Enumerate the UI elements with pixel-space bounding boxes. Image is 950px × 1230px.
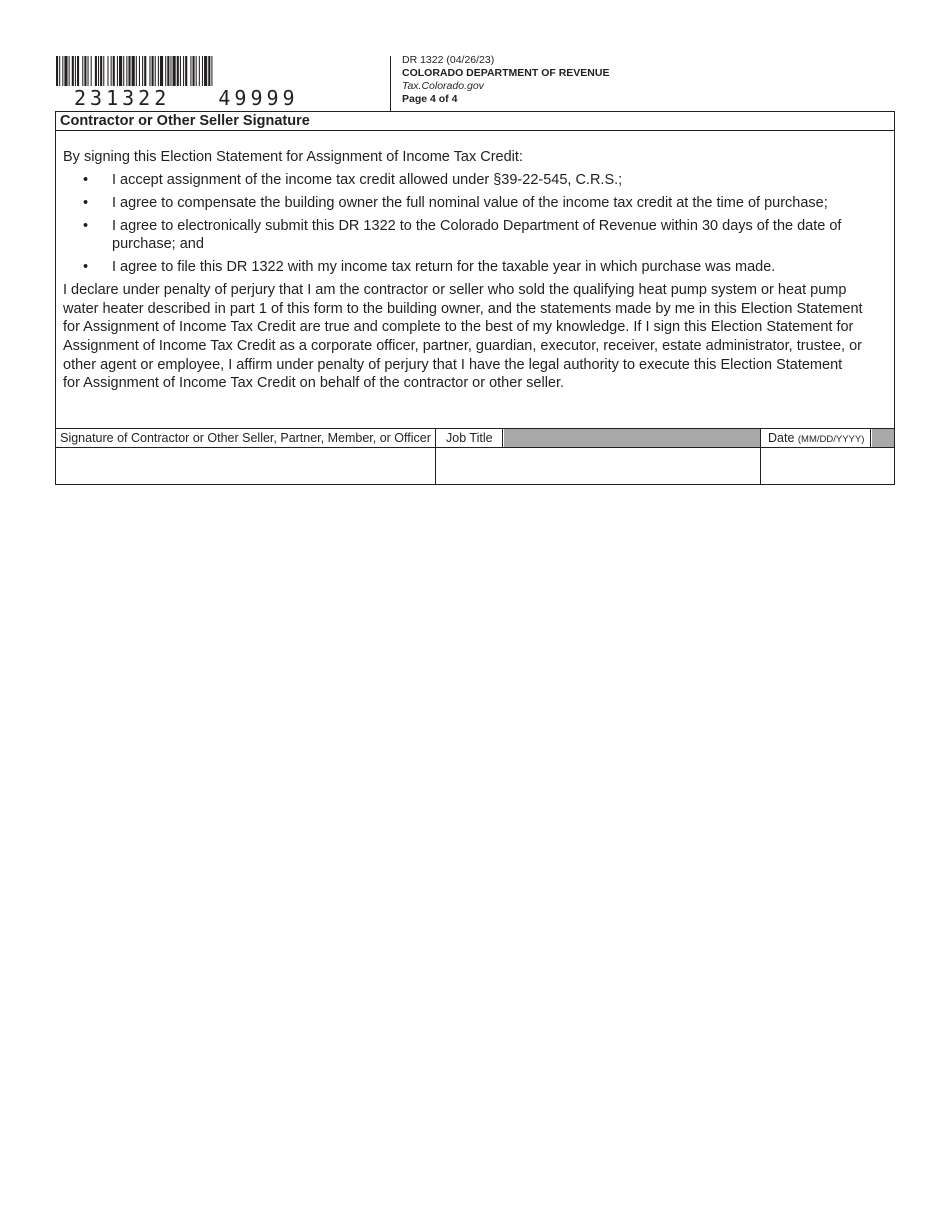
barcode-bar — [123, 56, 124, 86]
barcode-bar — [111, 56, 112, 86]
barcode-bar — [155, 56, 156, 86]
barcode-bar — [149, 56, 150, 86]
barcode-bar — [69, 56, 70, 86]
barcode-bar — [56, 56, 58, 86]
barcode-bar — [173, 56, 176, 86]
barcode-bar — [100, 56, 102, 86]
website: Tax.Colorado.gov — [402, 80, 484, 92]
barcode-bar — [185, 56, 187, 86]
signature-label: Signature of Contractor or Other Seller, Partner, Member, or Officer — [56, 429, 436, 447]
barcode-bar — [72, 56, 74, 86]
barcode-bar — [95, 56, 97, 86]
barcode-bar — [170, 56, 171, 86]
barcode-bar — [128, 56, 130, 86]
form-header — [402, 54, 609, 106]
barcode-bar — [208, 56, 210, 86]
list-item: • I agree to compensate the building owner the full nominal value of the income tax credit at the time of purchase; — [83, 194, 828, 211]
bullet: • — [83, 194, 89, 211]
barcode-bar — [113, 56, 115, 86]
page-number: Page 4 of 4 — [402, 93, 458, 105]
barcode-bar — [117, 56, 118, 86]
barcode-bar — [144, 56, 146, 86]
bullet: • — [83, 171, 89, 188]
barcode-bar — [126, 56, 127, 86]
barcode-number: 231322 49999 — [74, 86, 299, 110]
barcode-bar — [62, 56, 63, 86]
barcode-bar — [98, 56, 99, 86]
barcode-bar — [75, 56, 76, 86]
barcode-bar — [142, 56, 143, 86]
barcode-bar — [165, 56, 166, 86]
barcode-bar — [193, 56, 195, 86]
form-id: DR 1322 (04/26/23) — [402, 54, 495, 66]
barcode-bar — [64, 56, 67, 86]
barcode-bar — [136, 56, 137, 86]
barcode-bar — [196, 56, 197, 86]
barcode-bar — [160, 56, 163, 86]
barcode-bar — [177, 56, 179, 86]
date-field[interactable] — [761, 448, 894, 484]
intro-text: By signing this Election Statement for Assignment of Income Tax Credit: — [63, 149, 523, 165]
barcode-bar — [103, 56, 104, 86]
signature-labels-row — [56, 428, 894, 448]
barcode-bar — [119, 56, 122, 86]
list-item: • I agree to electronically submit this DR 1322 to the Colorado Department of Revenue within 30 days of the date of purchase; and — [83, 217, 842, 253]
barcode-bar — [167, 56, 169, 86]
barcode-bar — [158, 56, 159, 86]
barcode-bar — [84, 56, 86, 86]
barcode-bar — [202, 56, 203, 86]
section-body — [63, 148, 889, 393]
barcode-bar — [77, 56, 79, 86]
signature-entry-row — [56, 448, 894, 484]
date-label-cell — [761, 429, 871, 447]
barcode-bar — [59, 56, 60, 86]
barcode-bar — [152, 56, 154, 86]
bullet: • — [83, 259, 89, 276]
job-title-field[interactable] — [436, 448, 761, 484]
signature-field[interactable] — [56, 448, 436, 484]
barcode-bars — [56, 56, 310, 86]
list-item: • I agree to file this DR 1322 with my income tax return for the taxable year in which purchase was made. — [83, 259, 776, 276]
barcode-bar — [190, 56, 191, 86]
department-name: COLORADO DEPARTMENT OF REVENUE — [402, 67, 610, 79]
barcode-bar — [211, 56, 212, 86]
barcode-bar — [132, 56, 135, 86]
list-item: • I accept assignment of the income tax credit allowed under §39-22-545, C.R.S.; — [83, 171, 623, 188]
barcode — [56, 56, 310, 110]
barcode-bar — [91, 56, 92, 86]
shaded-cell — [872, 429, 894, 447]
barcode-bar — [180, 56, 181, 86]
barcode-bar — [107, 56, 108, 86]
perjury-declaration: I declare under penalty of perjury that I am the contractor or seller who sold the qualifying heat pump system or heat pump water heater described in part 1 of this form to the building owner, and the statements made by me in this Election Statement for Assignment of Income Tax Credit are true and complete to the best of my knowledge. If I sign this Election Statement for Assignment of Income Tax Credit as a corporate officer, partner, guardian, executor, receiver, estate administrator, trustee, or other agent or employee, I affirm under penalty of perjury that I have the legal authority to execute this Election Statement for Assignment of Income Tax Credit on behalf of the contractor or other seller. — [63, 282, 863, 392]
barcode-bar — [139, 56, 140, 86]
agreement-list — [63, 171, 889, 277]
barcode-bar — [183, 56, 184, 86]
job-title-label: Job Title — [436, 429, 503, 447]
date-format: (MM/DD/YYYY) — [797, 434, 865, 445]
shaded-cell — [504, 429, 761, 447]
barcode-bar — [199, 56, 200, 86]
signature-section — [55, 111, 895, 485]
header-divider — [390, 56, 391, 112]
barcode-bar — [204, 56, 207, 86]
section-title: Contractor or Other Seller Signature — [56, 112, 894, 131]
date-label: Date — [768, 431, 795, 445]
bullet: • — [83, 217, 89, 234]
barcode-bar — [88, 56, 89, 86]
barcode-bar — [82, 56, 83, 86]
